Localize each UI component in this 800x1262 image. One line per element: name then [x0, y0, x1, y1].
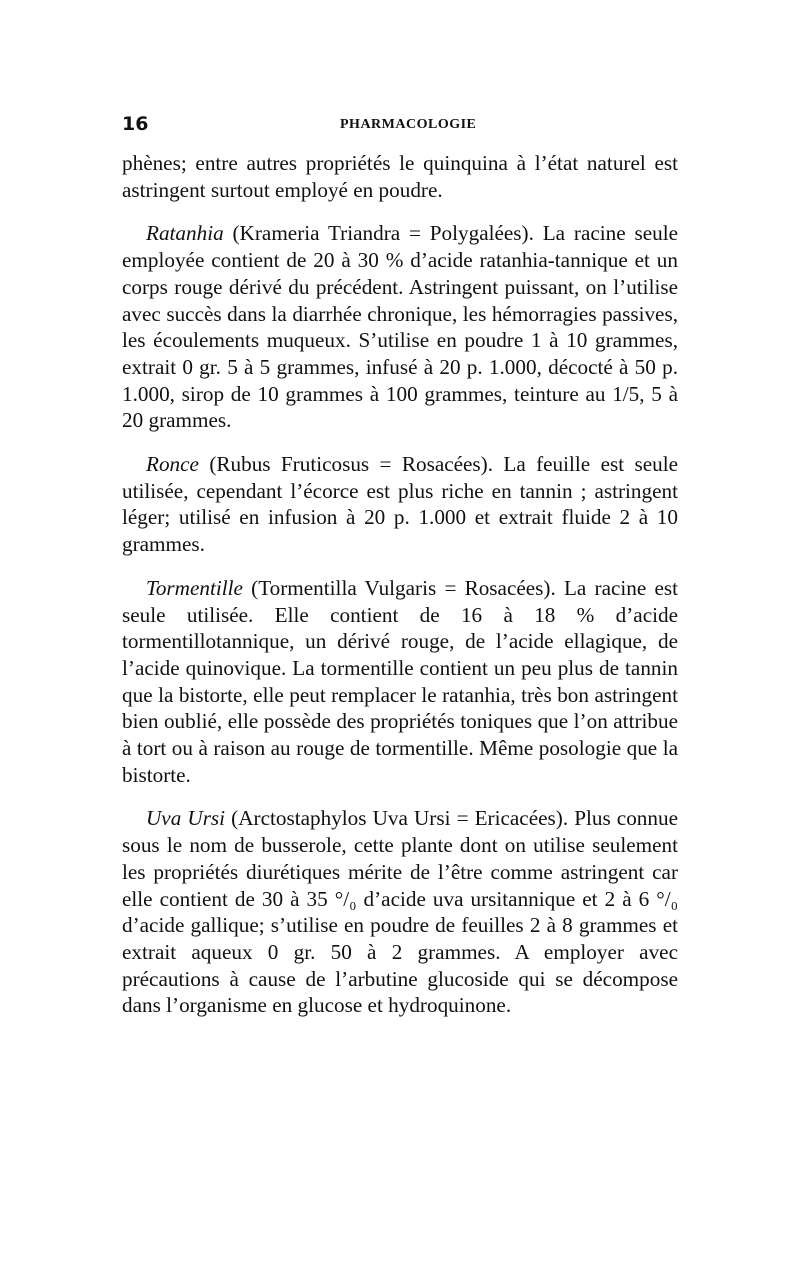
paragraph-uva-ursi [122, 805, 678, 1019]
page-number: 16 [122, 113, 149, 135]
paragraph-text: phènes; entre autres propriétés le quinquina à l’état naturel est astringent surtout employé en poudre. [122, 151, 678, 202]
paragraph-text: (Tormentilla Vulgaris = Rosacées). La racine est seule utilisée. Elle contient de 16 à 18 % d’acide tormentillotannique, un dérivé rouge, de l’acide ellagique, de l’acide quinovique. La tormentille contient un peu plus de tannin que la bistorte, elle peut remplacer le ratanhia, très bon astringent bien oublié, elle possède des propriétés toniques que l’on attribue à tort ou à raison au rouge de tormentille. Même posologie que la bistorte. [122, 575, 678, 787]
running-title: PHARMACOLOGIE [340, 117, 477, 132]
entry-term: Uva Ursi [146, 806, 226, 831]
paragraph-text: (Krameria Triandra = Polygalées). La racine seule employée contient de 20 à 30 % d’acide ratanhia-tannique et un corps rouge dérivé du précédent. Astringent puissant, on l’utilise avec succès dans la diarrhée chronique, les hémorragies passives, les écoulements muqueux. S’utilise en poudre 1 à 10 grammes, extrait 0 gr. 5 à 5 grammes, infusé à 20 p. 1.000, décocté à 50 p. 1.000, sirop de 10 grammes à 100 grammes, teinture au 1/5, 5 à 20 grammes. [122, 221, 678, 433]
paragraph-text: (Arctostaphylos Uva Ursi = Ericacées). Plus connue sous le nom de busserole, cette plante dont on utilise seulement les propriétés diurétiques mérite de l’être comme astringent car elle contient de 30 à 35 °/₀ d’acide uva ursitannique et 2 à 6 °/₀ d’acide gallique; s’utilise en poudre de feuilles 2 à 8 grammes et extrait aqueux 0 gr. 50 à 2 grammes. A employer avec précautions à cause de l’arbutine glucoside qui se décompose dans l’organisme en glucose et hydroquinone. [122, 806, 678, 1018]
paragraph-quinquina-continuation [122, 150, 678, 203]
entry-term: Ratanhia [146, 221, 224, 246]
page-header [122, 113, 678, 139]
entry-term: Tormentille [146, 575, 243, 600]
page-body [122, 150, 678, 1019]
paragraph-ratanhia [122, 220, 678, 434]
entry-term: Ronce [146, 452, 199, 477]
paragraph-tormentille [122, 575, 678, 789]
paragraph-text: (Rubus Fruticosus = Rosacées). La feuille est seule utilisée, cependant l’écorce est plus riche en tannin ; astringent léger; utilisé en infusion à 20 p. 1.000 et extrait fluide 2 à 10 grammes. [122, 452, 678, 557]
paragraph-ronce [122, 451, 678, 558]
